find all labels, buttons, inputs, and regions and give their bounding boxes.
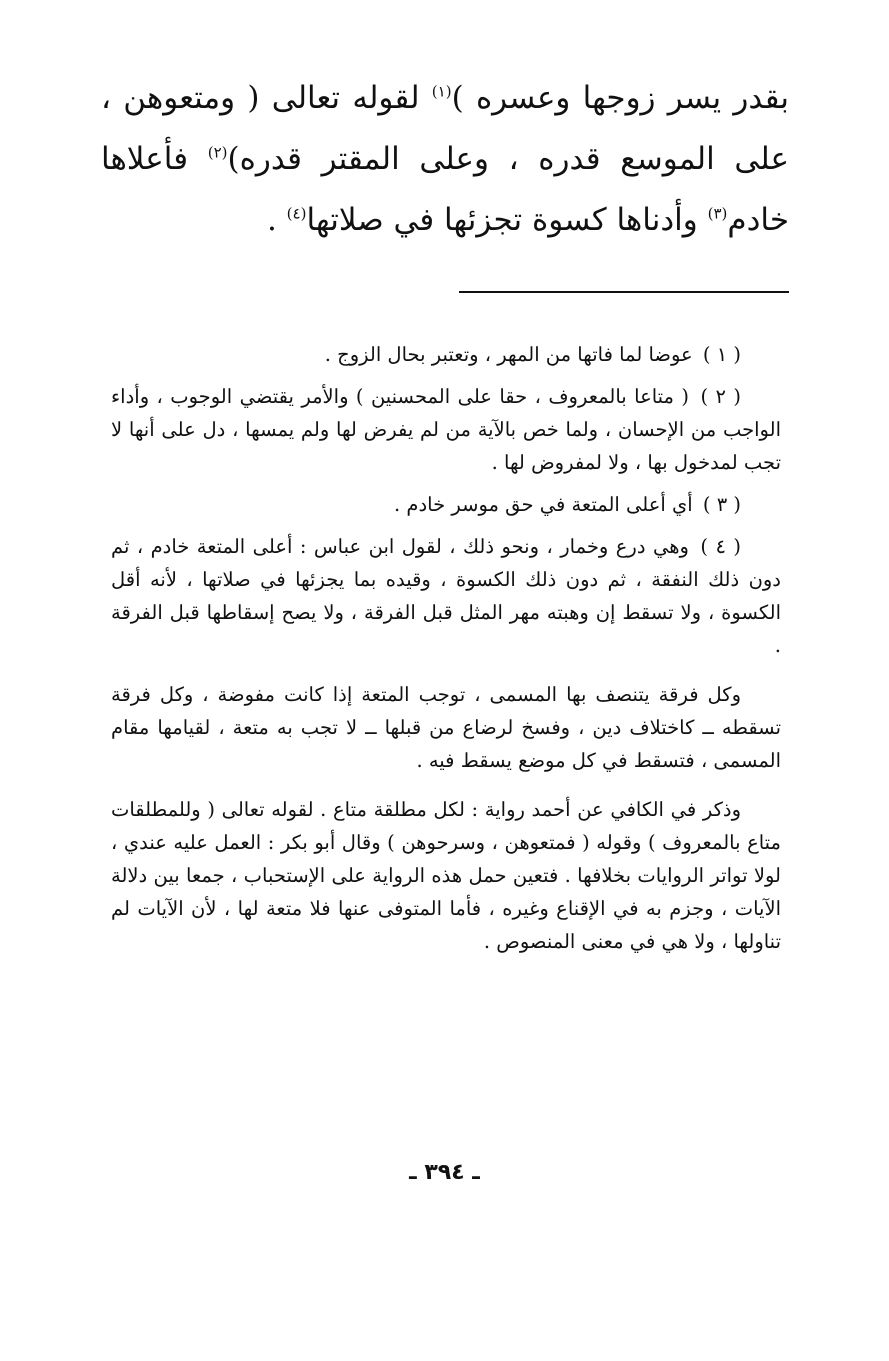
body-paragraph-1: وكل فرقة يتنصف بها المسمى ، توجب المتعة إذا كانت مفوضة ، وكل فرقة تسقطه ــ كاختلاف دين ، وفسخ لرضاع من قبلها ــ لا تجب به متعة ، لقيامها مقام المسمى ، فتسقط في كل موضع يسقط فيه . bbox=[111, 683, 781, 772]
footnote-ref: (٤) bbox=[286, 204, 307, 223]
page-number: ـ ٣٩٤ ـ bbox=[409, 1160, 480, 1185]
footnote-1 bbox=[111, 338, 781, 371]
footnote-text: عوضا لما فاتها من المهر ، وتعتبر بحال الزوج . bbox=[324, 343, 693, 366]
footnote-number: ( ٤ ) bbox=[700, 535, 741, 558]
footnote-separator bbox=[459, 291, 789, 293]
footnote-ref: (٢) bbox=[207, 143, 228, 162]
main-text-segment: وأدناها كسوة تجزئها في صلاتها bbox=[306, 202, 698, 238]
footnote-text: وهي درع وخمار ، ونحو ذلك ، لقول ابن عباس : أعلى المتعة خادم ، ثم دون ذلك النفقة ، ثم دون ذلك الكسوة ، وقيده بما يجزئها في صلاتها ، لأنه أقل الكسوة ، ولا تسقط إن وهبته مهر المثل قبل الفرقة ، ولا يصح إسقاطها قبل الفرقة . bbox=[111, 535, 781, 657]
main-text-segment: . bbox=[266, 202, 277, 238]
footnote-2 bbox=[111, 380, 781, 479]
footnote-3 bbox=[111, 488, 781, 521]
footnote-number: ( ١ ) bbox=[702, 343, 741, 366]
footnote-ref: (٣) bbox=[707, 204, 728, 223]
notes-block bbox=[111, 338, 781, 958]
footnote-number: ( ٢ ) bbox=[700, 385, 741, 408]
footnote-4 bbox=[111, 530, 781, 662]
footnote-ref: (١) bbox=[431, 82, 452, 101]
footnote-number: ( ٣ ) bbox=[702, 493, 741, 516]
main-text-segment: لقوله تعالى ( ومتعوهن ، على الموسع قدره ، وعلى المقتر قدره) bbox=[101, 80, 789, 177]
body-paragraph-2: وذكر في الكافي عن أحمد رواية : لكل مطلقة متاع . لقوله تعالى ( وللمطلقات متاع بالمعروف ) وقوله ( فمتعوهن ، وسرحوهن ) وقال أبو بكر : العمل عليه عندي ، لولا تواتر الروايات بخلافها . فتعين حمل هذه الرواية على الإستحباب ، جمعا بين دلالة الآيات ، وجزم به في الإقناع وغيره ، فأما المتوفى عنها فلا متعة لها ، لأن الآيات لم تناولها ، ولا هي في معنى المنصوص . bbox=[111, 798, 781, 953]
main-paragraph bbox=[101, 68, 789, 251]
main-text-segment: بقدر يسر زوجها وعسره ) bbox=[451, 80, 789, 116]
main-text-block bbox=[101, 68, 789, 251]
footnote-text: أي أعلى المتعة في حق موسر خادم . bbox=[394, 493, 693, 516]
footnote-text: ( متاعا بالمعروف ، حقا على المحسنين ) والأمر يقتضي الوجوب ، وأداء الواجب من الإحسان ، ولما خص بالآية من لم يفرض لها ولم يمسها ، دل على أنها لا تجب لمدخول بها ، ولا لمفروض لها . bbox=[111, 385, 781, 474]
main-text-segment: فأعلاها خادم bbox=[101, 141, 789, 238]
